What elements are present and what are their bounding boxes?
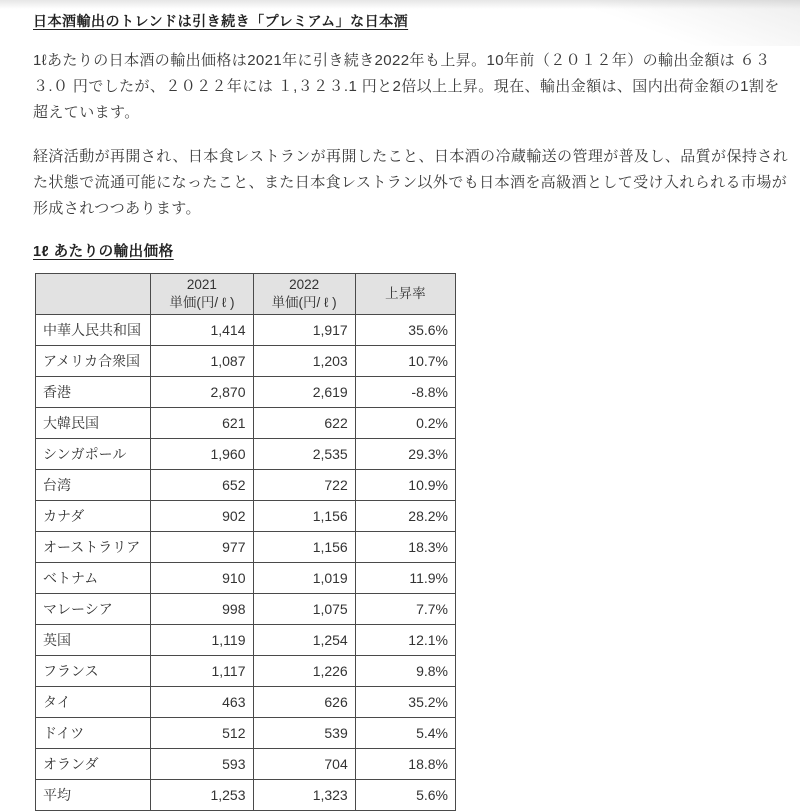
cell-2022: 2,619 (253, 377, 355, 408)
table-row-netherlands (36, 749, 456, 780)
table-row-korea (36, 408, 456, 439)
cell-2021: 1,119 (151, 625, 253, 656)
cell-rate: 35.2% (355, 687, 455, 718)
cell-rate: 18.8% (355, 749, 455, 780)
cell-2021: 910 (151, 563, 253, 594)
table-row-germany (36, 718, 456, 749)
cell-2022: 1,254 (253, 625, 355, 656)
cell-country: ベトナム (36, 563, 151, 594)
cell-country: 大韓民国 (36, 408, 151, 439)
page-title: 日本酒輸出のトレンドは引き続き「プレミアム」な日本酒 (33, 13, 409, 29)
cell-country: オーストラリア (36, 532, 151, 563)
cell-rate: 29.3% (355, 439, 455, 470)
cell-2021: 902 (151, 501, 253, 532)
cell-country: オランダ (36, 749, 151, 780)
header-2021-unit: 単価(円/ ℓ ) (169, 295, 235, 310)
cell-country: 香港 (36, 377, 151, 408)
cell-2022: 539 (253, 718, 355, 749)
cell-2021: 512 (151, 718, 253, 749)
export-price-table (35, 273, 456, 811)
cell-rate: 7.7% (355, 594, 455, 625)
cell-country: シンガポール (36, 439, 151, 470)
header-country-blank (36, 274, 151, 315)
table-row-hongkong (36, 377, 456, 408)
cell-rate: 28.2% (355, 501, 455, 532)
cell-rate: 10.7% (355, 346, 455, 377)
cell-rate: 18.3% (355, 532, 455, 563)
table-row-vietnam (36, 563, 456, 594)
table-row-thailand (36, 687, 456, 718)
cell-2022: 1,917 (253, 315, 355, 346)
cell-2022: 1,075 (253, 594, 355, 625)
cell-rate: 12.1% (355, 625, 455, 656)
cell-country: タイ (36, 687, 151, 718)
header-2022-unit: 単価(円/ ℓ ) (271, 295, 337, 310)
table-header-row (36, 274, 456, 315)
cell-2022: 1,203 (253, 346, 355, 377)
cell-2022: 704 (253, 749, 355, 780)
cell-2022: 626 (253, 687, 355, 718)
table-row-average (36, 780, 456, 811)
cell-rate: -8.8% (355, 377, 455, 408)
paragraph-market-factors: 経済活動が再開され、日本食レストランが再開したこと、日本酒の冷蔵輸送の管理が普及し、品質が保持された状態で流通可能になったこと、また日本食レストラン以外でも日本酒を高級酒として受け入れられる市場が形成されつつあります。 (33, 148, 789, 217)
cell-2021: 1,414 (151, 315, 253, 346)
cell-country: カナダ (36, 501, 151, 532)
table-row-taiwan (36, 470, 456, 501)
cell-rate: 5.4% (355, 718, 455, 749)
cell-2021: 998 (151, 594, 253, 625)
table-row-canada (36, 501, 456, 532)
cell-country: フランス (36, 656, 151, 687)
cell-2021: 593 (151, 749, 253, 780)
cell-2021: 1,117 (151, 656, 253, 687)
table-row-australia (36, 532, 456, 563)
cell-2022: 1,156 (253, 532, 355, 563)
cell-2022: 622 (253, 408, 355, 439)
cell-country: 英国 (36, 625, 151, 656)
header-2022-year: 2022 (289, 277, 320, 292)
cell-2022: 2,535 (253, 439, 355, 470)
table-row-uk (36, 625, 456, 656)
cell-2021: 652 (151, 470, 253, 501)
table-row-malaysia (36, 594, 456, 625)
cell-2021: 977 (151, 532, 253, 563)
cell-rate: 35.6% (355, 315, 455, 346)
cell-2021: 1,087 (151, 346, 253, 377)
cell-2021: 463 (151, 687, 253, 718)
cell-2022: 722 (253, 470, 355, 501)
header-2022 (253, 274, 355, 315)
cell-2021: 2,870 (151, 377, 253, 408)
table-row-singapore (36, 439, 456, 470)
cell-rate: 11.9% (355, 563, 455, 594)
cell-rate: 9.8% (355, 656, 455, 687)
header-2021-year: 2021 (186, 277, 217, 292)
cell-2021: 1,253 (151, 780, 253, 811)
cell-rate: 10.9% (355, 470, 455, 501)
header-2021 (151, 274, 253, 315)
cell-2022: 1,156 (253, 501, 355, 532)
cell-country: マレーシア (36, 594, 151, 625)
cell-country: 平均 (36, 780, 151, 811)
cell-2022: 1,019 (253, 563, 355, 594)
cell-country: 中華人民共和国 (36, 315, 151, 346)
cell-country: アメリカ合衆国 (36, 346, 151, 377)
cell-rate: 5.6% (355, 780, 455, 811)
cell-country: ドイツ (36, 718, 151, 749)
header-rate: 上昇率 (355, 274, 455, 315)
table-row-france (36, 656, 456, 687)
paragraph-export-price: 1ℓあたりの日本酒の輸出価格は2021年に引き続き2022年も上昇。10年前（２０１２年）の輸出金額は ６３３.０ 円でしたが、２０２２年には １,３２３.1 円と2倍以上上昇。現在、輸出金額は、国内出荷金額の1割を超えています。 (33, 52, 780, 121)
section-heading-export-price: 1ℓ あたりの輸出価格 (33, 244, 174, 260)
cell-2022: 1,226 (253, 656, 355, 687)
table-row-china (36, 315, 456, 346)
cell-rate: 0.2% (355, 408, 455, 439)
cell-country: 台湾 (36, 470, 151, 501)
cell-2022: 1,323 (253, 780, 355, 811)
table-row-usa (36, 346, 456, 377)
cell-2021: 1,960 (151, 439, 253, 470)
cell-2021: 621 (151, 408, 253, 439)
